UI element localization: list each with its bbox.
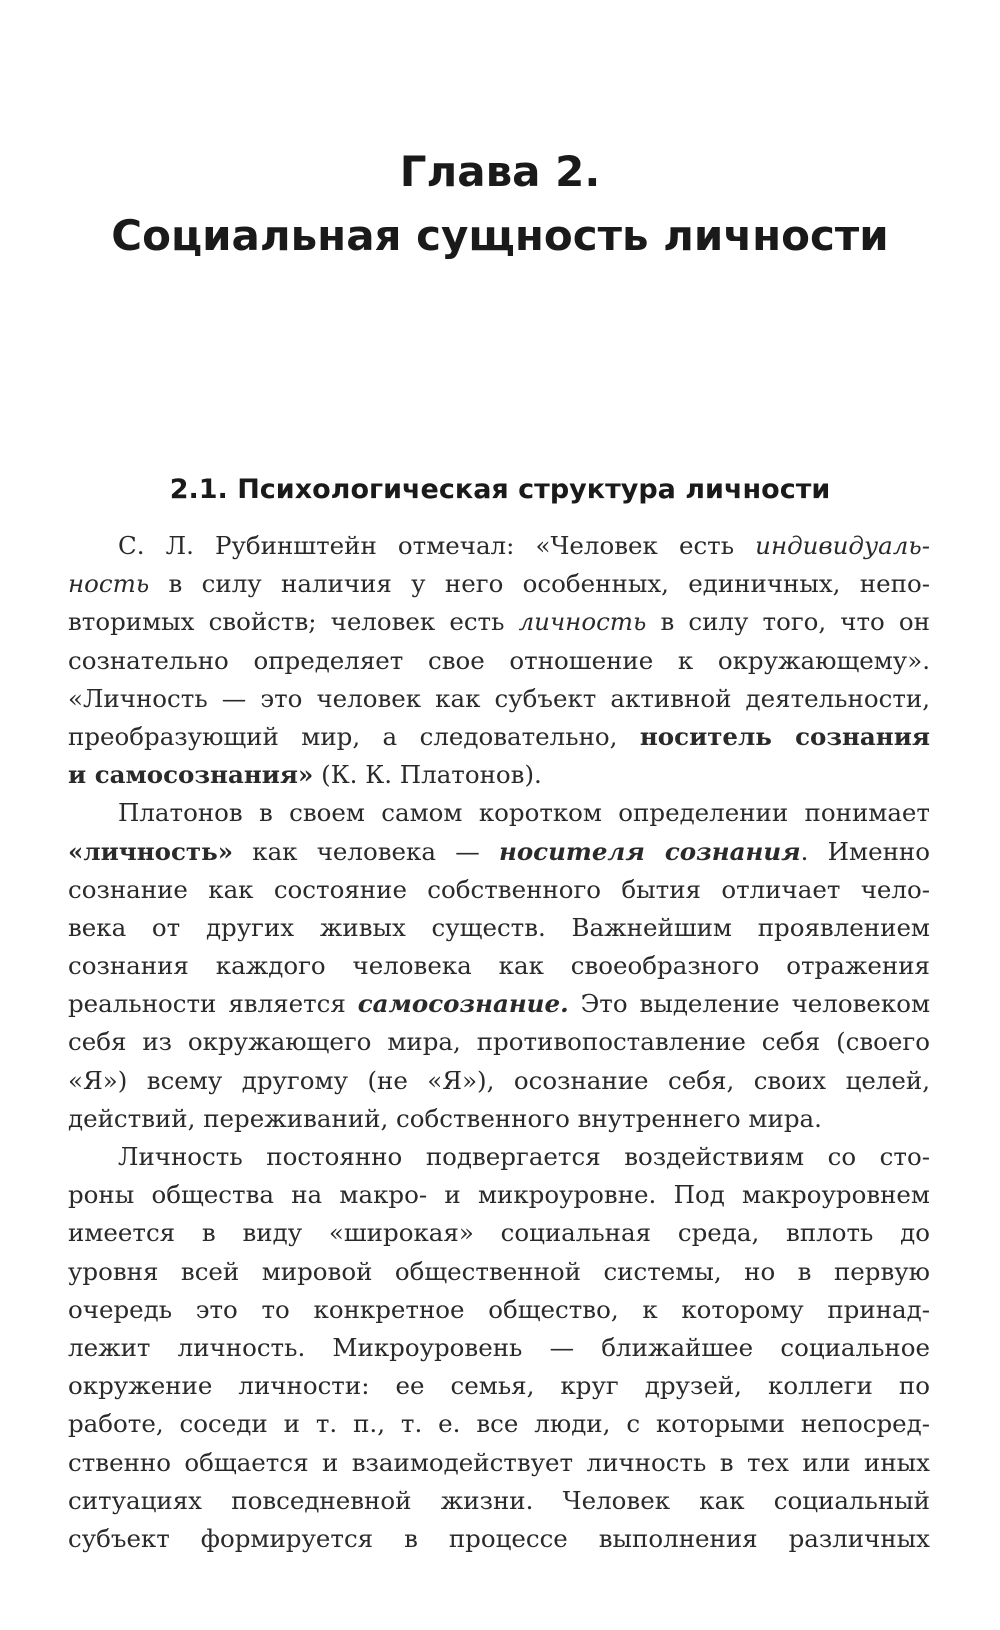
text-line: [68, 1444, 930, 1482]
chapter-number: Глава 2.: [399, 147, 601, 196]
text-run: уровня всей мировой общественной системы, но в первую: [68, 1256, 930, 1286]
text-line: [68, 1291, 930, 1329]
text-line: [68, 1405, 930, 1443]
text-run: в силу того, что он: [646, 607, 930, 637]
text-line: [68, 871, 930, 909]
text-line: [68, 794, 930, 832]
text-run: носителя сознания: [498, 836, 801, 866]
text-run: работе, соседи и т. п., т. е. все люди, с которыми непосред-: [68, 1409, 930, 1439]
text-run: лежит личность. Микроуровень — ближайшее социальное: [68, 1332, 930, 1362]
text-run: «личность»: [68, 836, 234, 866]
text-run: века от других живых существ. Важнейшим проявлением: [68, 912, 930, 942]
body-text: [68, 527, 930, 1558]
text-run: ситуациях повседневной жизни. Человек как социальный: [68, 1485, 930, 1515]
text-line: [68, 1023, 930, 1061]
text-run: ность: [68, 569, 150, 599]
text-run: личность: [518, 607, 647, 637]
text-run: в силу наличия у него особенных, единичных, непо-: [149, 569, 930, 599]
text-line: [68, 1520, 930, 1558]
text-run: «Я») всему другому (не «Я»), осознание себя, своих целей,: [68, 1065, 930, 1095]
text-run: вторимых свойств; человек есть: [68, 607, 519, 637]
chapter-title: Социальная сущность личности: [111, 211, 889, 260]
text-line: [68, 1062, 930, 1100]
text-line: [68, 718, 930, 756]
text-line: [68, 756, 930, 794]
text-line: [68, 1482, 930, 1520]
text-run: С. Л. Рубинштейн отмечал: «Человек есть: [118, 531, 756, 560]
text-run: себя из окружающего мира, противопоставление себя (своего: [68, 1027, 930, 1057]
text-run: очередь это то конкретное общество, к которому принад-: [68, 1294, 930, 1324]
text-run: ственно общается и взаимодействует личность в тех или иных: [68, 1447, 930, 1477]
text-line: [68, 527, 930, 565]
text-line: [68, 833, 930, 871]
text-line: [68, 1329, 930, 1367]
text-run: «Личность — это человек как субъект активной деятельности,: [68, 683, 930, 713]
text-line: [68, 603, 930, 641]
text-line: [68, 1214, 930, 1252]
text-run: сознательно определяет свое отношение к окружающему».: [68, 645, 930, 675]
text-line: [68, 985, 930, 1023]
text-line: [68, 1253, 930, 1291]
section-title: 2.1. Психологическая структура личности: [169, 474, 831, 505]
text-run: . Именно: [800, 836, 931, 866]
text-line: [68, 1176, 930, 1214]
text-run: субъект формируется в процессе выполнения различных: [68, 1523, 930, 1553]
text-line: [68, 680, 930, 718]
text-run: сознания каждого человека как своеобразного отражения: [68, 951, 930, 981]
text-line: [68, 909, 930, 947]
text-line: [68, 947, 930, 985]
text-line: [68, 1138, 930, 1176]
text-line: [68, 642, 930, 680]
text-run: индивидуаль-: [755, 531, 930, 560]
text-line: [68, 565, 930, 603]
text-run: преобразующий мир, а следовательно,: [68, 721, 640, 751]
text-run: и самосознания»: [68, 760, 314, 790]
text-run: как человека —: [233, 836, 499, 866]
text-run: Платонов в своем самом коротком определении понимает: [118, 798, 930, 828]
text-run: действий, переживаний, собственного внутреннего мира.: [68, 1103, 822, 1133]
text-line: [68, 1367, 930, 1405]
text-run: сознание как состояние собственного бытия отличает чело-: [68, 874, 930, 904]
text-run: Личность постоянно подвергается воздействиям со сто-: [118, 1142, 930, 1171]
chapter-heading: [0, 140, 1000, 268]
text-line: [68, 1100, 930, 1138]
text-run: носитель сознания: [639, 721, 930, 751]
text-run: имеется в виду «широкая» социальная среда, вплоть до: [68, 1218, 930, 1248]
text-run: роны общества на макро- и микроуровне. Под макроуровнем: [68, 1180, 930, 1210]
text-run: окружение личности: ее семья, круг друзей, коллеги по: [68, 1371, 930, 1401]
text-run: (К. К. Платонов).: [313, 760, 542, 790]
text-run: реальности является: [68, 989, 358, 1019]
text-run: самосознание.: [357, 989, 569, 1019]
text-run: Это выделение человеком: [568, 989, 931, 1019]
